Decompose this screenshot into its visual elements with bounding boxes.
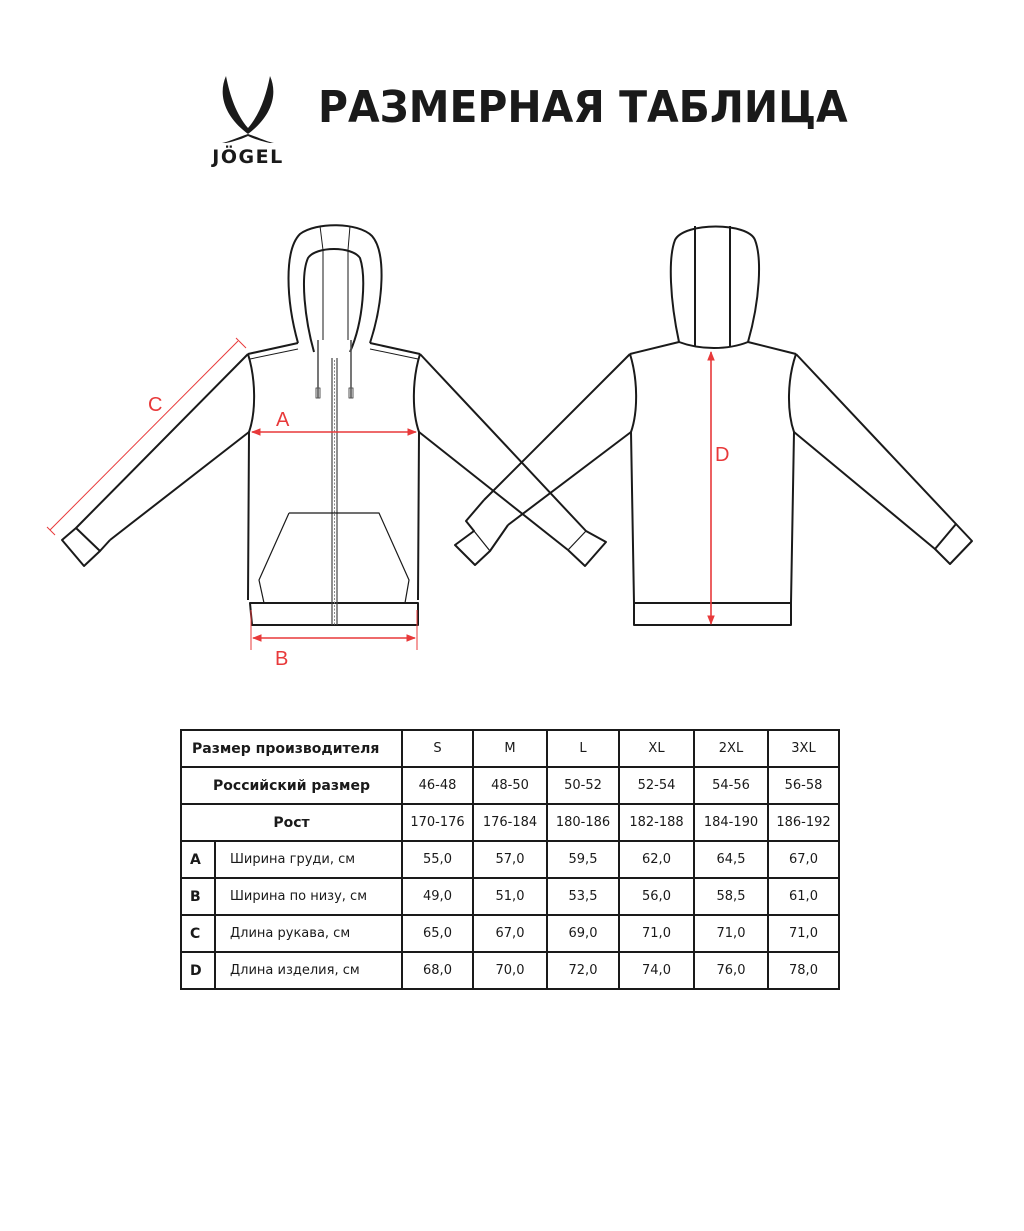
- cell: 3XL: [768, 730, 839, 767]
- cell: 52-54: [619, 767, 694, 804]
- measure-label: Длина рукава, см: [215, 915, 402, 952]
- cell: 54-56: [694, 767, 768, 804]
- measure-label: Длина изделия, см: [215, 952, 402, 989]
- cell: 180-186: [547, 804, 619, 841]
- cell: 64,5: [694, 841, 768, 878]
- cell: 46-48: [402, 767, 473, 804]
- table-row-measure-a: [181, 841, 839, 878]
- table-row-manufacturer-size: [181, 730, 839, 767]
- cell: 71,0: [694, 915, 768, 952]
- cell: 56-58: [768, 767, 839, 804]
- cell: 72,0: [547, 952, 619, 989]
- cell: 67,0: [768, 841, 839, 878]
- cell: 55,0: [402, 841, 473, 878]
- cell: 2XL: [694, 730, 768, 767]
- label-d: D: [715, 444, 730, 466]
- back-hoodie-drawing: [455, 226, 972, 625]
- cell: 71,0: [619, 915, 694, 952]
- cell: 68,0: [402, 952, 473, 989]
- cell: 71,0: [768, 915, 839, 952]
- brand-logo: [196, 72, 300, 172]
- label-b: B: [275, 648, 289, 670]
- row-label: Размер производителя: [181, 730, 402, 767]
- cell: 176-184: [473, 804, 547, 841]
- table-row-measure-c: [181, 915, 839, 952]
- cell: XL: [619, 730, 694, 767]
- measure-label: Ширина груди, см: [215, 841, 402, 878]
- cell: 56,0: [619, 878, 694, 915]
- cell: 70,0: [473, 952, 547, 989]
- cell: 170-176: [402, 804, 473, 841]
- cell: 59,5: [547, 841, 619, 878]
- row-label: Российский размер: [181, 767, 402, 804]
- measure-key: A: [181, 841, 215, 878]
- measure-key: D: [181, 952, 215, 989]
- cell: 49,0: [402, 878, 473, 915]
- table-row-measure-b: [181, 878, 839, 915]
- cell: 76,0: [694, 952, 768, 989]
- measure-key: C: [181, 915, 215, 952]
- cell: 53,5: [547, 878, 619, 915]
- cell: 48-50: [473, 767, 547, 804]
- page-title: РАЗМЕРНАЯ ТАБЛИЦА: [318, 82, 848, 133]
- label-c: C: [148, 394, 163, 416]
- cell: 67,0: [473, 915, 547, 952]
- cell: 182-188: [619, 804, 694, 841]
- front-hoodie-drawing: [62, 225, 606, 625]
- cell: 186-192: [768, 804, 839, 841]
- brand-wordmark: JÖGEL: [212, 146, 284, 168]
- measure-key: B: [181, 878, 215, 915]
- cell: L: [547, 730, 619, 767]
- table-row-russian-size: [181, 767, 839, 804]
- cell: 61,0: [768, 878, 839, 915]
- cell: 58,5: [694, 878, 768, 915]
- label-a: A: [276, 409, 290, 431]
- cell: 65,0: [402, 915, 473, 952]
- jogel-emblem-icon: [196, 72, 300, 144]
- cell: 69,0: [547, 915, 619, 952]
- table-row-height: [181, 804, 839, 841]
- size-table: [180, 729, 840, 990]
- measure-label: Ширина по низу, см: [215, 878, 402, 915]
- cell: 62,0: [619, 841, 694, 878]
- table-row-measure-d: [181, 952, 839, 989]
- cell: 57,0: [473, 841, 547, 878]
- row-label: Рост: [181, 804, 402, 841]
- cell: 78,0: [768, 952, 839, 989]
- cell: 51,0: [473, 878, 547, 915]
- measure-c-line: [50, 341, 238, 530]
- hoodie-measurement-diagram: [0, 200, 1024, 680]
- cell: 50-52: [547, 767, 619, 804]
- cell: 184-190: [694, 804, 768, 841]
- cell: M: [473, 730, 547, 767]
- cell: 74,0: [619, 952, 694, 989]
- cell: S: [402, 730, 473, 767]
